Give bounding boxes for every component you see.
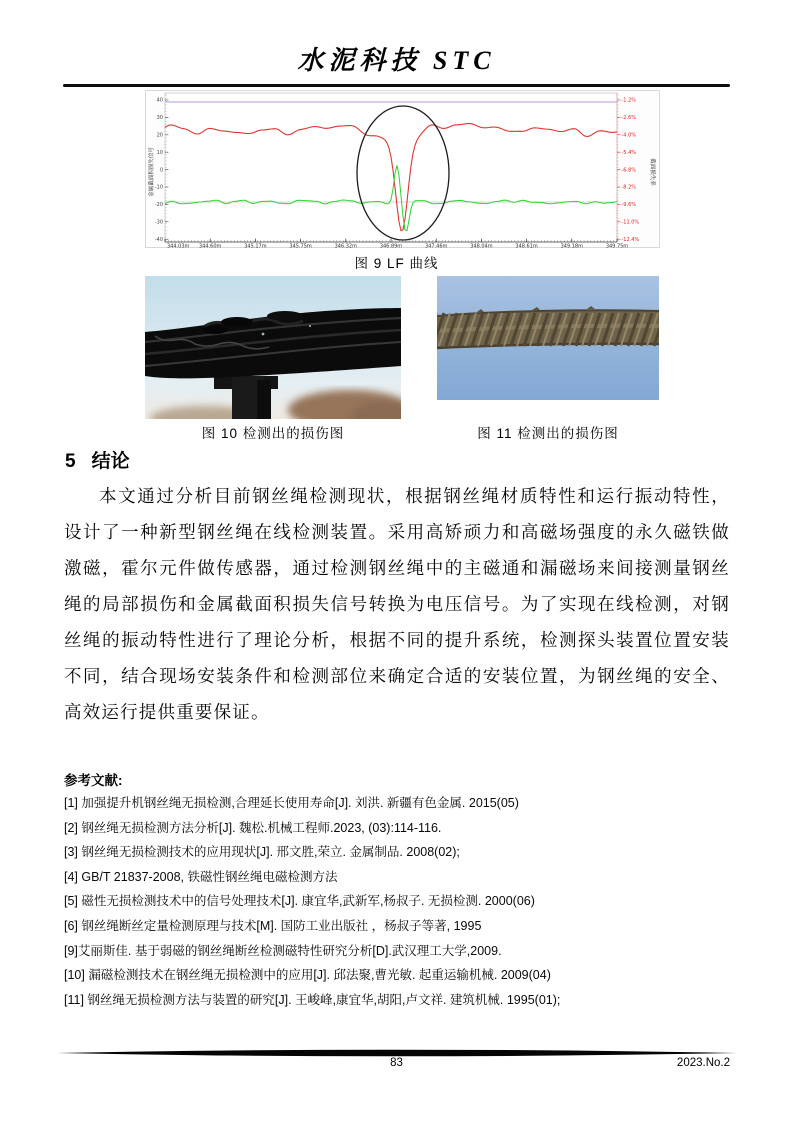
reference-item: [1] 加强提升机钢丝绳无损检测,合理延长使用寿命[J]. 刘洪. 新疆有色金属. 2015(05)	[64, 796, 519, 810]
svg-text:20: 20	[156, 132, 163, 139]
svg-text:348.61m: 348.61m	[515, 243, 538, 248]
wire-rope-photo-dark	[145, 276, 401, 419]
figure10-caption: 图 10 检测出的损伤图	[201, 426, 345, 441]
figure9-lf-chart	[145, 90, 660, 248]
header-rule	[63, 84, 730, 87]
svg-text:-20: -20	[154, 202, 163, 209]
reference-item: [10] 漏磁检测技术在钢丝绳无损检测中的应用[J]. 邱法聚,曹光敏. 起重运输机械. 2009(04)	[64, 968, 551, 983]
reference-item: [9]艾丽斯佳. 基于弱磁的钢丝绳断丝检测磁特性研究分析[D].武汉理工大学,2009.	[64, 943, 502, 958]
svg-text:347.46m: 347.46m	[425, 243, 448, 248]
svg-text:-6.8%: -6.8%	[621, 167, 637, 174]
svg-text:-1.2%: -1.2%	[621, 97, 637, 104]
figure11-caption: 图 11 检测出的损伤图	[477, 426, 619, 441]
svg-text:10: 10	[156, 149, 163, 156]
svg-text:-40: -40	[154, 236, 163, 243]
journal-title: 水泥科技 STC	[297, 46, 496, 75]
conclusion-heading	[65, 446, 730, 473]
svg-text:金属截面积损失信号: 金属截面积损失信号	[149, 147, 155, 197]
footer-rule	[55, 1049, 739, 1057]
svg-text:-11.0%: -11.0%	[621, 219, 640, 226]
svg-text:-9.6%: -9.6%	[621, 202, 637, 209]
reference-item: [11] 钢丝绳无损检测方法与装置的研究[J]. 王峻峰,康宜华,胡阳,卢文祥. 建筑机械. 1995(01);	[64, 992, 561, 1007]
svg-text:40: 40	[156, 97, 163, 104]
svg-text:-12.4%: -12.4%	[621, 236, 640, 243]
svg-text:-30: -30	[154, 219, 163, 226]
svg-text:-2.6%: -2.6%	[621, 115, 637, 122]
svg-text:345.75m: 345.75m	[289, 243, 312, 248]
svg-text:-10: -10	[154, 184, 163, 191]
heading-number: 5	[65, 451, 76, 472]
svg-text:-5.4%: -5.4%	[621, 149, 637, 156]
reference-item: [4] GB/T 21837-2008, 铁磁性钢丝绳电磁检测方法	[64, 869, 338, 884]
lf-chart-svg	[145, 90, 660, 248]
page-number: 83	[390, 1057, 403, 1069]
references-heading: 参考文献:	[64, 773, 123, 788]
svg-text:346.32m: 346.32m	[334, 243, 357, 248]
figure11-photo	[437, 276, 659, 400]
svg-text:346.89m: 346.89m	[379, 243, 403, 248]
figure10-photo	[145, 276, 401, 419]
conclusion-paragraph: 本文通过分析目前钢丝绳检测现状，根据钢丝绳材质特性和运行振动特性，设计了一种新型钢丝绳在线检测装置。采用高矫顽力和高磁场强度的永久磁铁做激磁，霍尔元件做传感器，通过检测钢丝绳中的主磁通和漏磁场来间接测量钢丝绳的局部损伤和金属截面积损失信号转换为电压信号。为了实现在线检测，对钢丝绳的振动特性进行了理论分析，根据不同的提升系统，检测探头装置位置安装不同，结合现场安装条件和检测部位来确定合适的安装位置，为钢丝绳的安全、高效运行提供重要保证。	[64, 486, 730, 722]
references-list	[64, 791, 736, 1012]
issue-label: 2023.No.2	[676, 1057, 730, 1069]
reference-item: [3] 钢丝绳无损检测技术的应用现状[J]. 邢文胜,荣立. 金属制品. 2008(02);	[64, 845, 460, 860]
svg-text:344.60m: 344.60m	[199, 243, 222, 248]
svg-text:349.75m: 349.75m	[605, 243, 629, 248]
reference-item: [2] 钢丝绳无损检测方法分析[J]. 魏松.机械工程师.2023, (03):114-116.	[64, 820, 442, 835]
svg-text:-8.2%: -8.2%	[621, 184, 637, 191]
wire-rope-photo-rusty	[437, 276, 659, 400]
figure9-caption: 图 9 LF 曲线	[354, 256, 439, 271]
svg-text:截面损失率: 截面损失率	[649, 158, 655, 186]
svg-text:349.18m: 349.18m	[560, 243, 583, 248]
reference-item: [5] 磁性无损检测技术中的信号处理技术[J]. 康宜华,武新军,杨叔子. 无损检测. 2000(06)	[64, 894, 535, 909]
svg-text:0: 0	[159, 167, 163, 174]
svg-text:30: 30	[156, 115, 163, 122]
svg-text:348.04m: 348.04m	[470, 243, 493, 248]
heading-label: 结论	[91, 451, 130, 472]
svg-text:345.17m: 345.17m	[244, 243, 267, 248]
reference-item: [6] 钢丝绳断丝定量检测原理与技术[M]. 国防工业出版社 ，杨叔子等著, 1995	[64, 918, 482, 933]
svg-text:344.03m: 344.03m	[167, 243, 190, 248]
svg-text:-4.0%: -4.0%	[621, 132, 637, 139]
